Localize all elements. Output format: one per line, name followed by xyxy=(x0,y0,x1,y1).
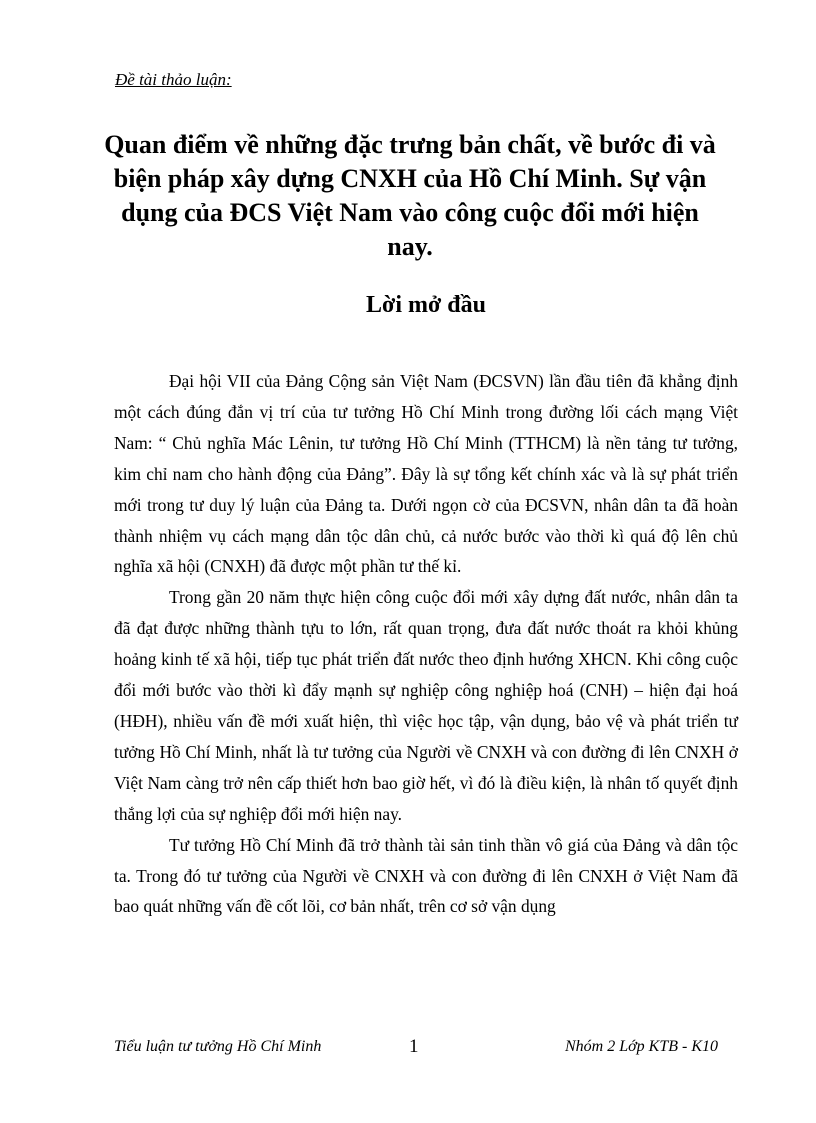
introduction-heading: Lời mở đầu xyxy=(366,292,486,318)
page-number: 1 xyxy=(409,1036,419,1057)
footer-group-name: Nhóm 2 Lớp KTB - K10 xyxy=(564,1038,718,1055)
topic-label: Đề tài thảo luận: xyxy=(115,70,232,89)
document-title: Quan điểm về những đặc trưng bản chất, về bước đi và biện pháp xây dựng CNXH của Hồ Chí Minh. Sự vận dụng của ĐCS Việt Nam vào công cuộc đổi mới hiện nay. xyxy=(104,130,716,261)
footer-document-name: Tiểu luận tư tưởng Hồ Chí Minh xyxy=(114,1038,322,1055)
paragraph: Trong gần 20 năm thực hiện công cuộc đổi mới xây dựng đất nước, nhân dân ta đã đạt được những thành tựu to lớn, rất quan trọng, đưa đất nước thoát ra khỏi khủng hoảng kinh tế xã hội, tiếp tục phát triển đất nước theo định hướng XHCN. Khi công cuộc đổi mới bước vào thời kì đẩy mạnh sự nghiệp công nghiệp hoá (CNH) – hiện đại hoá (HĐH), nhiều vấn đề mới xuất hiện, thì việc học tập, vận dụng, bảo vệ và phát triển tư tưởng Hồ Chí Minh, nhất là tư tưởng của Người về CNXH và con đường đi lên CNXH ở Việt Nam càng trở nên cấp thiết hơn bao giờ hết, vì đó là điều kiện, là nhân tố quyết định thắng lợi của sự nghiệp đổi mới hiện nay. xyxy=(114,587,738,824)
body-text xyxy=(114,366,738,922)
page-footer xyxy=(114,1038,718,1062)
paragraph: Đại hội VII của Đảng Cộng sản Việt Nam (ĐCSVN) lần đầu tiên đã khẳng định một cách đúng đắn vị trí của tư tưởng Hồ Chí Minh trong đường lối cách mạng Việt Nam: “ Chủ nghĩa Mác Lênin, tư tưởng Hồ Chí Minh (TTHCM) là nền tảng tư tưởng, kim chỉ nam cho hành động của Đảng”. Đây là sự tổng kết chính xác và là sự phát triển mới trong tư duy lý luận của Đảng ta. Dưới ngọn cờ của ĐCSVN, nhân dân ta đã hoàn thành nhiệm vụ cách mạng dân tộc dân chủ, cả nước bước vào thời kì quá độ lên chủ nghĩa xã hội (CNXH) đã được một phần tư thế kỉ. xyxy=(114,371,738,577)
paragraph: Tư tưởng Hồ Chí Minh đã trở thành tài sản tinh thần vô giá của Đảng và dân tộc ta. Trong đó tư tưởng của Người về CNXH và con đường đi lên CNXH ở Việt Nam đã bao quát những vấn đề cốt lõi, cơ bản nhất, trên cơ sở vận dụng xyxy=(114,834,738,917)
